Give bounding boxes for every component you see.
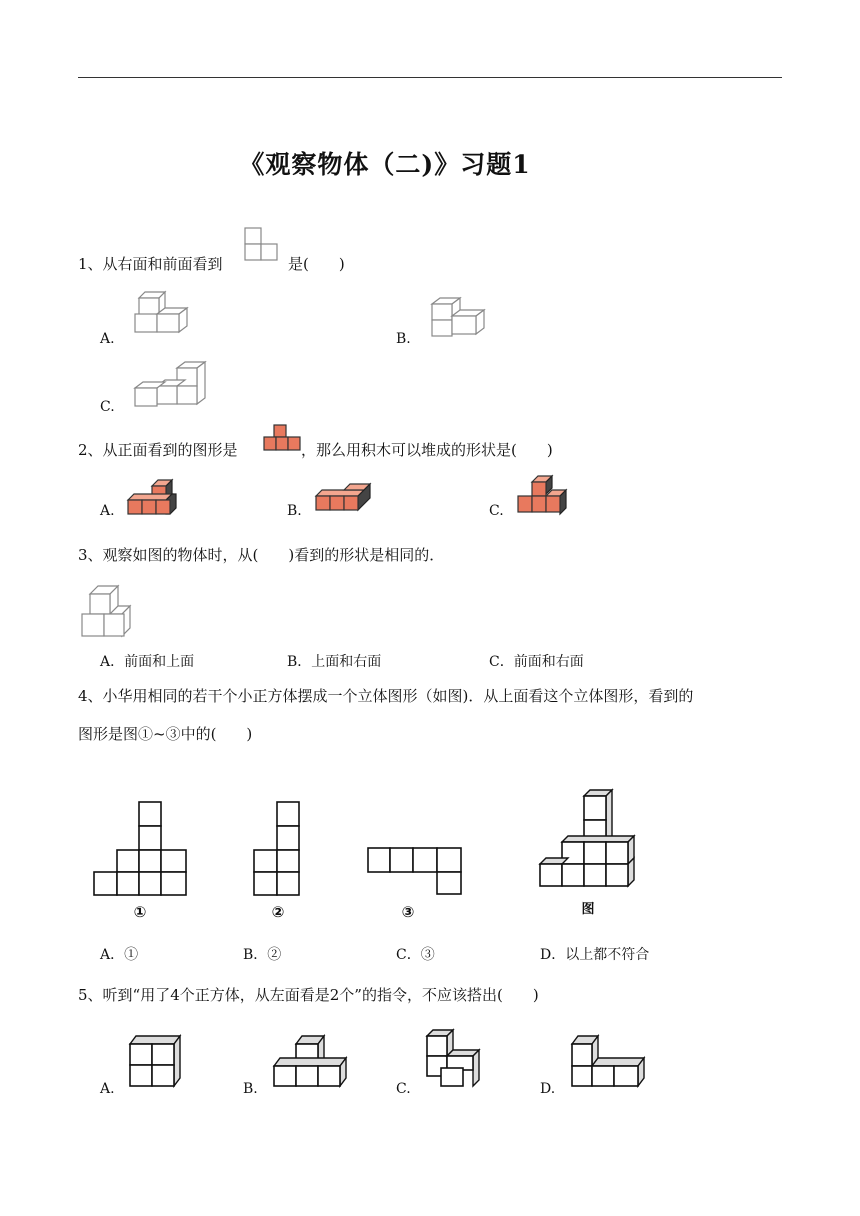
q1-option-a-figure bbox=[133, 290, 193, 334]
q4-figure-3 bbox=[366, 846, 466, 920]
q2-front-view-figure bbox=[262, 423, 302, 453]
q2-option-c-figure bbox=[516, 474, 572, 516]
q2-text-before: 2、从正面看到的图形是 bbox=[78, 441, 238, 459]
q1-view-figure bbox=[243, 226, 279, 260]
header-rule bbox=[78, 77, 782, 78]
q5-option-d-label[interactable]: D. bbox=[540, 1081, 556, 1097]
q4-option-c[interactable]: C．③ bbox=[396, 947, 435, 963]
q5-option-a-figure bbox=[126, 1034, 182, 1090]
q3-text: 3、观察如图的物体时，从( )看到的形状是相同的． bbox=[78, 546, 445, 564]
q1-option-c-figure bbox=[133, 360, 207, 408]
q5-option-c-figure bbox=[423, 1028, 483, 1090]
q2-option-b-figure bbox=[314, 482, 372, 514]
q4-text-line2: 图形是图①~③中的( ) bbox=[78, 725, 253, 743]
q4-main-figure-label: 图 bbox=[581, 902, 595, 917]
q4-figure-3-label: ③ bbox=[401, 903, 415, 921]
q5-option-d-figure bbox=[568, 1034, 648, 1090]
q4-option-b[interactable]: B．② bbox=[243, 947, 282, 963]
q4-figure-1 bbox=[92, 800, 192, 920]
q3-option-b[interactable]: B．上面和右面 bbox=[287, 654, 382, 670]
q5-text: 5、听到“用了4个正方体，从左面看是2个”的指令，不应该搭出( ) bbox=[78, 986, 539, 1004]
q2-option-b-label[interactable]: B. bbox=[287, 503, 302, 519]
q1-option-c-label[interactable]: C. bbox=[100, 399, 115, 415]
q3-option-a[interactable]: A．前面和上面 bbox=[100, 654, 195, 670]
q2-option-a-figure bbox=[126, 478, 180, 516]
q4-main-figure bbox=[538, 786, 642, 920]
page-title: 《观察物体（二)》习题1 bbox=[239, 150, 531, 179]
q5-option-a-label[interactable]: A. bbox=[100, 1081, 115, 1097]
q4-option-d[interactable]: D．以上都不符合 bbox=[540, 947, 650, 963]
q1-text-after: 是( ) bbox=[288, 255, 345, 273]
q2-option-c-label[interactable]: C. bbox=[489, 503, 504, 519]
q3-option-c[interactable]: C．前面和右面 bbox=[489, 654, 584, 670]
q4-text-line1: 4、小华用相同的若干个小正方体摆成一个立体图形（如图)．从上面看这个立体图形，看到的 bbox=[78, 687, 694, 705]
q3-object-figure bbox=[80, 582, 134, 640]
q5-option-c-label[interactable]: C. bbox=[396, 1081, 411, 1097]
q1-option-b-figure bbox=[430, 296, 488, 338]
q5-option-b-figure bbox=[270, 1034, 350, 1090]
q2-option-a-label[interactable]: A. bbox=[100, 503, 115, 519]
q4-figure-2-label: ② bbox=[271, 903, 285, 921]
q1-option-a-label[interactable]: A. bbox=[100, 331, 115, 347]
q4-option-a[interactable]: A．① bbox=[100, 947, 139, 963]
q4-figure-1-label: ① bbox=[133, 903, 147, 921]
q1-option-b-label[interactable]: B. bbox=[396, 331, 411, 347]
q5-option-b-label[interactable]: B. bbox=[243, 1081, 258, 1097]
q2-text-after: ，那么用积木可以堆成的形状是( ) bbox=[301, 441, 553, 459]
q4-figure-2 bbox=[252, 800, 312, 920]
q1-text-before: 1、从右面和前面看到 bbox=[78, 255, 223, 273]
